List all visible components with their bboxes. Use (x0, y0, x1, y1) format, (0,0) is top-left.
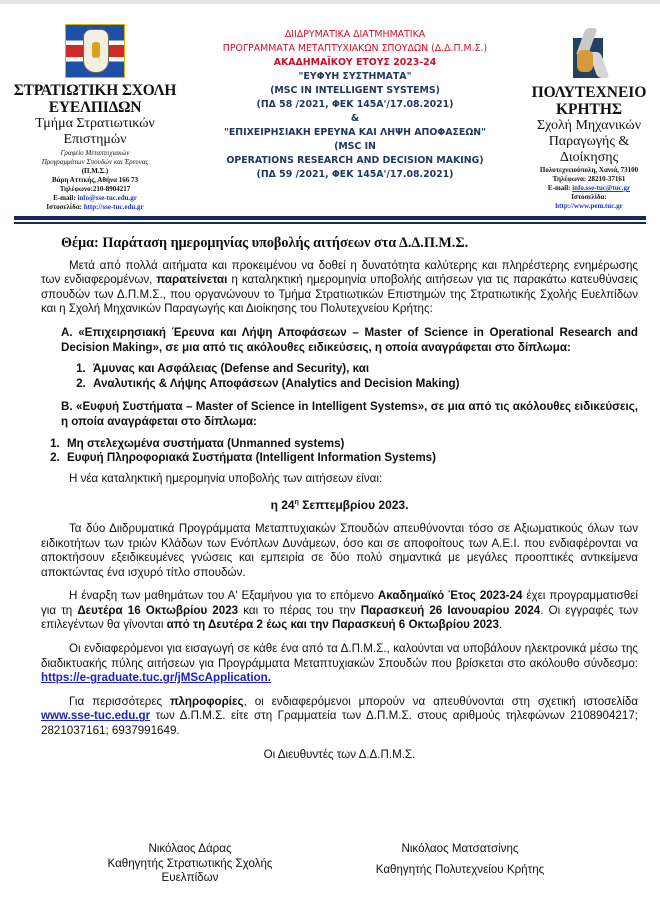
audience-paragraph: Τα δύο Διιδρυματικά Προγράμματα Μεταπτυχιακών Σπουδών απευθύνονται τόσο σε Αξιωματικούς όλων των ειδικοτήτων των τριών Κλάδων των Ενόπλων Δυνάμεων, όσο και σε αποφοίτους των Α.Ε.Ι. που ενδιαφέρονται να αποκτήσουν εξειδικευμένες γνώσεις και εμπειρία σε δύο πολύ σημαντικά με μεγάλες προοπτικές αντικείμενα αποκτώντας ένα ισχυρό τίτλο σπουδών. (41, 521, 638, 579)
registration-dates-bold: από τη Δευτέρα 2 έως και την Παρασκευή 6 Οκτωβρίου 2023 (166, 618, 499, 632)
end-date-bold: Παρασκευή 26 Ιανουαρίου 2024 (360, 603, 541, 617)
section-b-list (41, 437, 638, 466)
crest-icon (83, 29, 109, 73)
deadline-intro: Η νέα καταληκτική ημερομηνία υποβολής των αιτήσεων είναι: (69, 471, 383, 485)
program-1-law: (ΠΔ 58 /2021, ΦΕΚ 145Α'/17.08.2021) (256, 99, 454, 110)
school-name-3: Διοίκησης (559, 150, 619, 165)
website-link[interactable]: http://sse-tuc.edu.gr (83, 203, 144, 211)
website-row (10, 203, 180, 212)
email-label: E-mail: (547, 184, 573, 192)
academic-year-bold: Ακαδημαϊκό Έτος 2023-24 (377, 589, 523, 603)
signature-block (360, 842, 560, 877)
intro-text: Μετά από πολλά αιτήματα και προκειμένου να δοθεί η δυνατότητα καλύτερης και πληρέστερης ενημέρωσης των ενδιαφερομένων, (41, 258, 638, 287)
header-center-program-titles (160, 28, 550, 182)
army-academy-flag-logo-icon (65, 24, 125, 78)
schedule-paragraph (41, 589, 638, 633)
schedule-text: Η έναρξη των μαθημάτων του Α' Εξαμήνου για το επόμενο (69, 589, 378, 603)
header-divider-thick (14, 216, 646, 220)
subject-line: Θέμα: Παράταση ημερομηνίας υποβολής αιτήσεων στα Δ.Δ.Π.Μ.Σ. (61, 235, 469, 251)
email-link[interactable]: info@sse-tuc.edu.gr (77, 194, 137, 202)
header-left-hellenic-army-academy (10, 24, 180, 212)
email-row (10, 194, 180, 203)
signatory-title-2: Ευελπίδων (161, 871, 219, 885)
program-2-law: (ΠΔ 59 /2021, ΦΕΚ 145Α'/17.08.2021) (256, 169, 454, 180)
tuc-logo-icon (569, 28, 609, 80)
info-text: , οι ενδιαφερόμενοι μπορούν να απευθύνονται στη σχετική ιστοσελίδα (243, 694, 639, 708)
department-name: Τμήμα Στρατιωτικών (35, 116, 155, 131)
schedule-text: έχει προγραμματισθεί για τη (41, 589, 638, 617)
signature-block (100, 842, 280, 886)
email-row (518, 184, 660, 193)
institution-name: ΠΟΛΥΤΕΧΝΕΙΟ (531, 84, 647, 101)
academic-year: ΑΚΑΔΗΜΑΪΚΟΥ ΕΤΟΥΣ 2023-24 (273, 57, 437, 68)
program-1-title: "ΕΥΦΥΗ ΣΥΣΤΗΜΑΤΑ" (298, 71, 412, 82)
office-abbrev: (Π.Μ.Σ.) (81, 167, 109, 175)
office-name-2: Προγραμμάτων Σπουδών και Έρευνας (41, 158, 149, 166)
info-paragraph (41, 695, 638, 739)
info-text: των Δ.Π.Μ.Σ. είτε στη Γραμματεία των Δ.Π.Μ.Σ. στους αριθμούς τηλεφώνων 2108904217; 2821037161; 6937991649. (41, 709, 638, 738)
institution-name-2: ΕΥΕΛΠΙΔΩΝ (48, 99, 142, 116)
schedule-text: και το πέρας του την (238, 603, 361, 617)
website-label: Ιστοσελίδα: (46, 203, 84, 211)
signatory-title: Καθηγητής Στρατιωτικής Σχολής (107, 856, 273, 870)
apply-text: Οι ενδιαφερόμενοι για εισαγωγή σε κάθε ένα από τα Δ.Π.Μ.Σ., καλούνται να υποβάλουν ηλεκτρονικά μέσω της διαδικτυακής πύλης αιτήσεων για Προγράμματα Μεταπτυχιακών Σπουδών που βρίσκεται στο ακόλουθο σύνδεσμο: (41, 642, 638, 670)
intro-text-2: η καταληκτική ημερομηνία υποβολής αιτήσεων για τις παρακάτω κατευθύνσεις σπουδών των Δ.Π.Μ.Σ., που οργανώνουν το Τμήμα Στρατιωτικών Επιστημών της Στρατιωτικής Σχολής Ευελπίδων και η Σχολή Μηχανικών Παραγωγής και Διοίκησης του Πολυτεχνείου Κρήτης: (41, 273, 638, 316)
institution-name: ΣΤΡΑΤΙΩΤΙΚΗ ΣΧΟΛΗ (13, 82, 177, 99)
deadline-month-year: Σεπτεμβρίου 2023. (298, 498, 409, 513)
institution-name-2: ΚΡΗΤΗΣ (555, 101, 623, 118)
program-2-title: "ΕΠΙΧΕΙΡΗΣΙΑΚΗ ΕΡΕΥΝΑ ΚΑΙ ΛΗΨΗ ΑΠΟΦΑΣΕΩΝ" (223, 127, 487, 138)
email-label: E-mail: (53, 194, 78, 202)
phone: Τηλέφωνο:210-8904217 (59, 185, 131, 193)
info-text: Για περισσότερες (69, 694, 171, 708)
section-a-list (41, 362, 638, 391)
ampersand: & (350, 113, 360, 124)
page-top-edge (0, 0, 660, 4)
intro-bold: παρατείνεται (156, 273, 228, 287)
deadline-ordinal: η (294, 499, 299, 507)
closing-line: Οι Διευθυντές των Δ.Δ.Π.Μ.Σ. (263, 747, 416, 761)
info-bold: πληροφορίες (170, 694, 244, 708)
header-line-2: ΠΡΟΓΡΑΜΜΑΤΑ ΜΕΤΑΠΤΥΧΙΑΚΩΝ ΣΠΟΥΔΩΝ (Δ.Δ.Π.Μ.Σ.) (222, 43, 488, 54)
document-body (41, 236, 638, 762)
deadline-day: η 24 (270, 498, 295, 513)
office-name: Γραφείο Μεταπτυχιακών (60, 149, 130, 157)
header-line-1: ΔΙΙΔΡΥΜΑΤΙΚΑ ΔΙΑΤΜΗΜΑΤΙΚΑ (284, 29, 426, 40)
apply-paragraph (41, 642, 638, 686)
email-link[interactable]: info.sse-tuc@tuc.gr (572, 184, 631, 192)
address: Βάρη Αττικής, Αθήνα 166 73 (52, 176, 138, 184)
website-link[interactable]: http://www.pem.tuc.gr (555, 202, 623, 210)
deadline-date (41, 496, 638, 513)
start-date-bold: Δευτέρα 16 Οκτωβρίου 2023 (77, 603, 239, 617)
address: Πολυτεχνειούπολη, Χανιά, 73100 (539, 166, 639, 174)
list-item: 1. Μη στελεχωμένα συστήματα (Unmanned systems) (63, 437, 638, 452)
section-a-heading: Α. «Επιχειρησιακή Έρευνα και Λήψη Αποφάσεων – Master of Science in Operational Research and Decision Making», σε μια από τις ακόλουθες ειδικεύσεις, η οποία αναγράφεται στο δίπλωμα: (61, 325, 638, 354)
schedule-text: . Οι εγγραφές των επιλεγέντων θα γίνονται (41, 603, 638, 632)
program-2-english-2: OPERATIONS RESEARCH AND DECISION MAKING) (226, 155, 484, 166)
list-item: 2. Αναλυτικής & Λήψης Αποφάσεων (Analytics and Decision Making) (89, 377, 638, 392)
header-divider-thin (14, 222, 646, 224)
program-1-english: (MSC IN INTELLIGENT SYSTEMS) (270, 85, 440, 96)
website-row (518, 202, 660, 211)
school-name: Σχολή Μηχανικών (536, 118, 642, 133)
school-name-2: Παραγωγής & (548, 134, 630, 149)
website-link[interactable]: www.sse-tuc.edu.gr (41, 709, 151, 723)
signatory-name: Νικόλαος Δάρας (148, 842, 232, 855)
header-right-technical-university-crete (518, 28, 660, 211)
list-item: 2. Ευφυή Πληροφοριακά Συστήματα (Intelligent Information Systems) (63, 451, 638, 466)
phone: Τηλέφωνα: 28210-37161 (552, 175, 626, 183)
application-portal-link[interactable]: https://e-graduate.tuc.gr/jMScApplication. (41, 671, 271, 685)
section-b-heading: Β. «Ευφυή Συστήματα – Master of Science in Intelligent Systems», σε μια από τις ακόλουθες ειδικεύσεις, η οποία αναγράφεται στο δίπλωμα: (61, 400, 638, 428)
program-2-english: (MSC IN (334, 141, 376, 152)
intro-paragraph (41, 259, 638, 317)
department-name-2: Επιστημών (63, 132, 127, 147)
list-item: 1. Άμυνας και Ασφάλειας (Defense and Security), και (89, 362, 638, 377)
website-label: Ιστοσελίδα: (571, 193, 607, 201)
schedule-text: . (498, 618, 503, 632)
signatory-name: Νικόλαος Ματσατσίνης (401, 842, 519, 855)
signatory-title: Καθηγητής Πολυτεχνείου Κρήτης (375, 862, 545, 876)
